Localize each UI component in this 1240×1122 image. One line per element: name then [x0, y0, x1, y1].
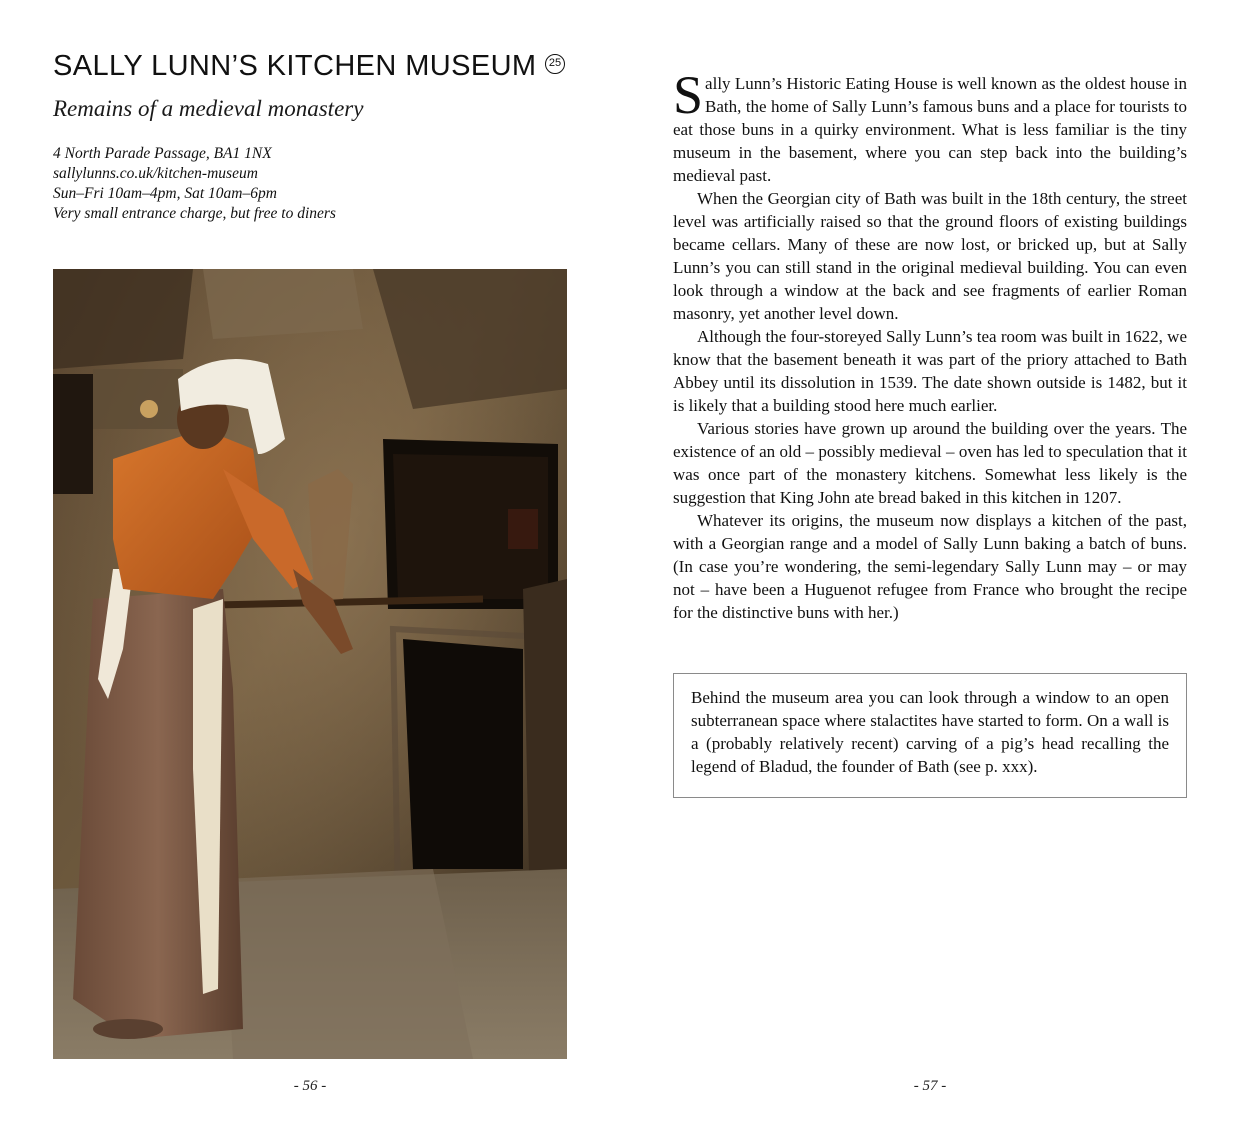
paragraph-1-text: ally Lunn’s Historic Eating House is well known as the oldest house in Bath, the home of Sally Lunn’s famous buns and a place for tourists to eat those buns in a quirky environment. What is less familiar is the tiny museum in the basement, where you can step back into the building’s medieval past.: [673, 74, 1187, 185]
website-line: sallylunns.co.uk/kitchen-museum: [53, 165, 258, 182]
page-title: SALLY LUNN’S KITCHEN MUSEUM: [53, 50, 537, 82]
drop-cap: S: [673, 65, 704, 125]
article-body: [673, 65, 1187, 624]
kitchen-museum-photo: [53, 269, 567, 1059]
page-subtitle: Remains of a medieval monastery: [53, 96, 364, 121]
entrance-charge-line: Very small entrance charge, but free to diners: [53, 205, 336, 222]
sidebar-text: Behind the museum area you can look through a window to an open subterranean space where stalactites have started to form. On a wall is a (probably relatively recent) carving of a pig’s head recalling the legend of Bladud, the founder of Bath (see p. xxx).: [691, 688, 1169, 776]
paragraph-4: Various stories have grown up around the building over the years. The existence of an old – possibly medieval – oven has led to speculation that it was once part of the monastery kitchens. Somewhat less likely is the suggestion that King John ate bread baked in this kitchen in 1207.: [673, 419, 1187, 507]
page-number-right: - 57 -: [913, 1078, 947, 1094]
opening-hours-line: Sun–Fri 10am–4pm, Sat 10am–6pm: [53, 185, 277, 202]
page-number-left: - 56 -: [293, 1078, 327, 1094]
paragraph-3: Although the four-storeyed Sally Lunn’s tea room was built in 1622, we know that the basement beneath it was part of the priory attached to Bath Abbey until its dissolution in 1539. The date shown outside is 1482, but it is likely that a building stood here much earlier.: [673, 327, 1187, 415]
sidebar-box: [673, 673, 1187, 798]
paragraph-5: Whatever its origins, the museum now displays a kitchen of the past, with a Georgian range and a model of Sally Lunn baking a batch of buns. (In case you’re wondering, the semi-legendary Sally Lunn may – or may not – have been a Huguenot refugee from France who brought the recipe for the distinctive buns with her.): [673, 511, 1187, 622]
entry-number-badge: 25: [545, 54, 565, 74]
paragraph-2: When the Georgian city of Bath was built in the 18th century, the street level was artificially raised so that the ground floors of existing buildings became cellars. Many of these are now lost, or bricked up, but at Sally Lunn’s you can still stand in the original medieval building. You can even look through a window at the back and see fragments of earlier Roman masonry, yet another level down.: [673, 189, 1187, 323]
paragraph-1: [673, 65, 1187, 187]
right-page: [620, 0, 1240, 1122]
visitor-info: [53, 144, 336, 224]
address-line: 4 North Parade Passage, BA1 1NX: [53, 145, 272, 162]
